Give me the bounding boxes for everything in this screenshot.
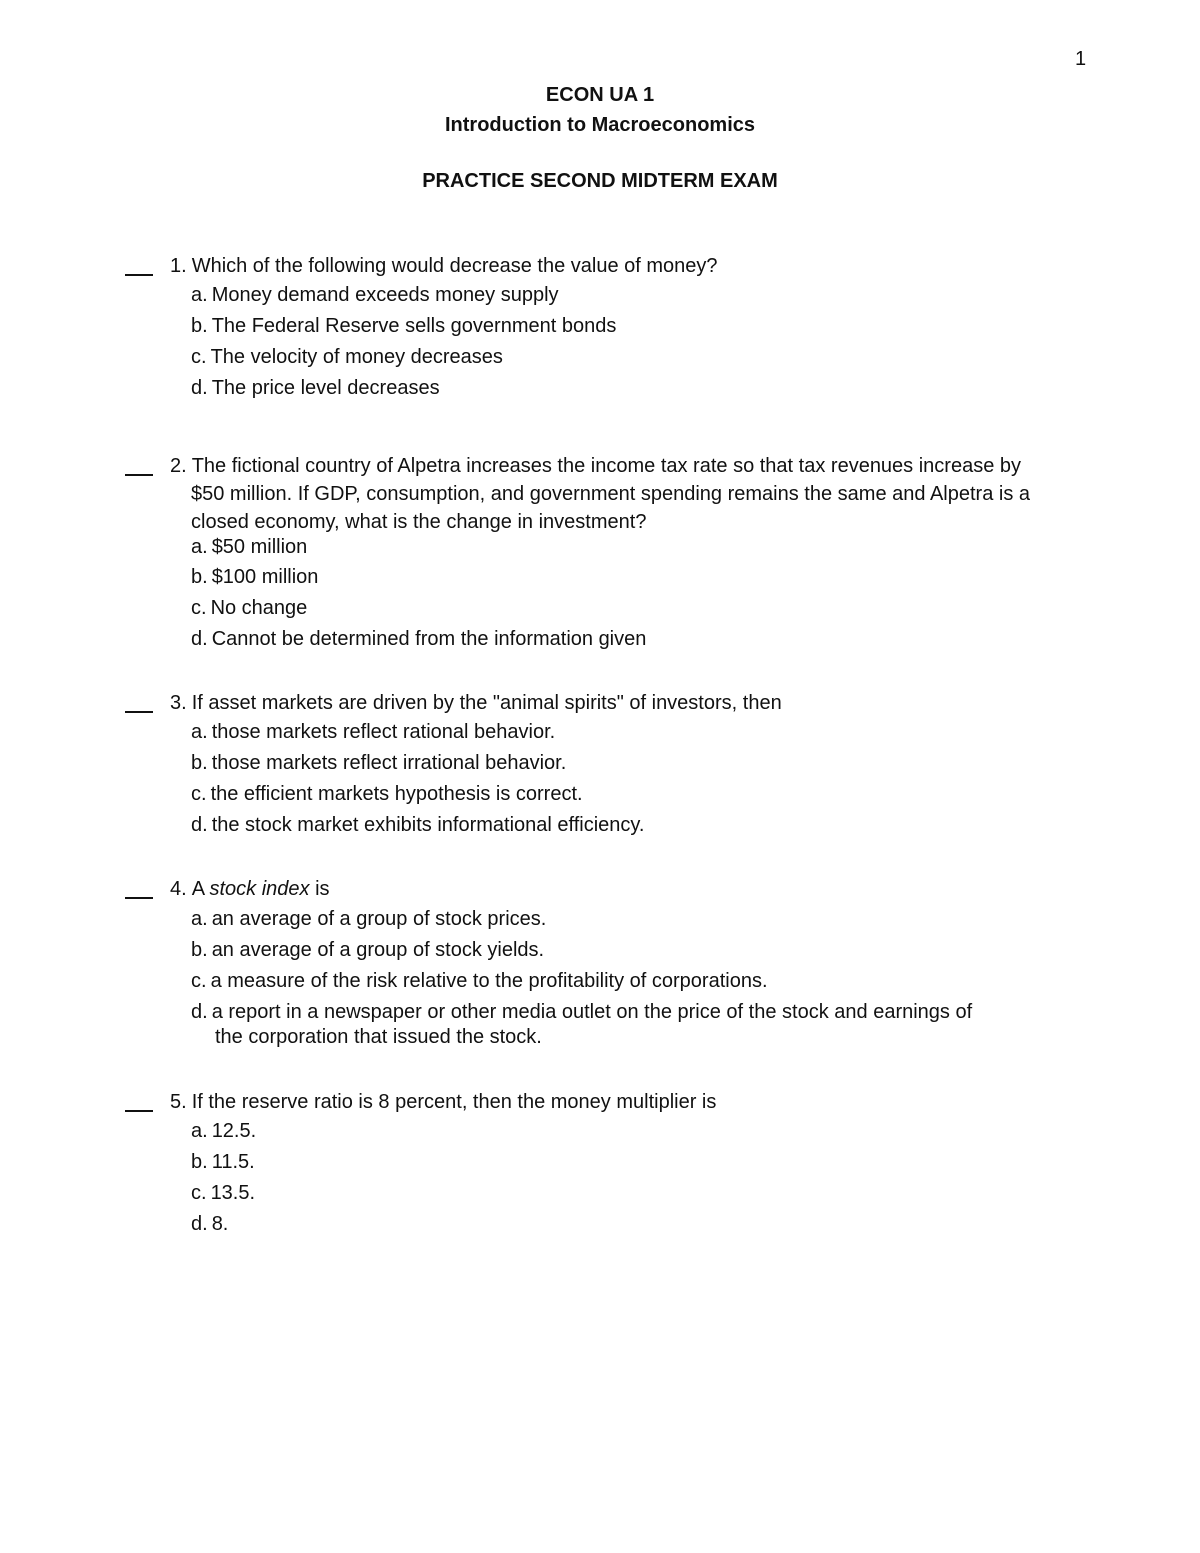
answer-blank[interactable] <box>125 474 153 476</box>
page-number: 1 <box>1075 48 1087 70</box>
option-a <box>191 535 1091 560</box>
question-text-line1: The fictional country of Alpetra increases the income tax rate so that tax revenues increase by <box>191 455 1022 477</box>
option-text-line1: a report in a newspaper or other media outlet on the price of the stock and earnings of <box>211 1001 973 1023</box>
answer-blank[interactable] <box>125 1110 153 1112</box>
question-number: 1. <box>170 255 187 277</box>
answer-blank[interactable] <box>125 274 153 276</box>
option-b <box>191 751 1091 776</box>
option-text: No change <box>210 597 308 619</box>
option-text: the efficient markets hypothesis is correct. <box>210 783 583 805</box>
option-c <box>191 1181 1091 1206</box>
course-title: Introduction to Macroeconomics <box>444 114 756 136</box>
option-letter: d. <box>191 1213 208 1235</box>
option-text: those markets reflect irrational behavior. <box>211 752 567 774</box>
option-letter: a. <box>191 721 208 743</box>
option-text-line2: the corporation that issued the stock. <box>215 1026 542 1048</box>
option-text: $100 million <box>211 566 319 588</box>
option-text: The price level decreases <box>211 377 440 399</box>
option-letter: c. <box>191 783 207 805</box>
option-c <box>191 345 1091 370</box>
question-number: 2. <box>170 455 187 477</box>
question-stem <box>170 452 1100 536</box>
option-d <box>191 627 1091 652</box>
question-text: If asset markets are driven by the "animal spirits" of investors, then <box>191 692 782 714</box>
option-letter: c. <box>191 1182 207 1204</box>
option-letter: c. <box>191 597 207 619</box>
option-text: Money demand exceeds money supply <box>211 284 559 306</box>
option-letter: c. <box>191 970 207 992</box>
question-text-italic: stock index <box>209 878 310 900</box>
question-text-line3: closed economy, what is the change in investment? <box>191 511 647 533</box>
option-text: an average of a group of stock prices. <box>211 908 547 930</box>
question-number: 3. <box>170 692 187 714</box>
answer-blank[interactable] <box>125 711 153 713</box>
option-c <box>191 782 1091 807</box>
option-text: 12.5. <box>211 1120 257 1142</box>
option-letter: b. <box>191 939 208 961</box>
option-text: those markets reflect rational behavior. <box>211 721 556 743</box>
option-text: The velocity of money decreases <box>210 346 503 368</box>
option-letter: a. <box>191 536 208 558</box>
option-text: a measure of the risk relative to the profitability of corporations. <box>210 970 768 992</box>
option-d <box>191 1212 1091 1237</box>
option-text: 8. <box>211 1213 229 1235</box>
option-letter: c. <box>191 346 207 368</box>
question-stem <box>170 875 1100 903</box>
option-letter: b. <box>191 315 208 337</box>
option-a <box>191 720 1091 745</box>
exam-title: PRACTICE SECOND MIDTERM EXAM <box>422 170 778 192</box>
option-letter: a. <box>191 908 208 930</box>
question-stem <box>170 689 1100 717</box>
exam-header <box>0 80 1200 196</box>
question-stem <box>170 1088 1100 1116</box>
option-b <box>191 314 1091 339</box>
option-letter: d. <box>191 628 208 650</box>
course-code: ECON UA 1 <box>545 84 655 106</box>
question-text: If the reserve ratio is 8 percent, then the money multiplier is <box>191 1091 717 1113</box>
option-text: $50 million <box>211 536 308 558</box>
option-a <box>191 907 1091 932</box>
option-c <box>191 596 1091 621</box>
question-number: 4. <box>170 878 187 900</box>
option-text: the stock market exhibits informational efficiency. <box>211 814 645 836</box>
option-text: an average of a group of stock yields. <box>211 939 545 961</box>
option-d <box>191 1000 1091 1050</box>
option-b <box>191 938 1091 963</box>
option-letter: d. <box>191 1001 208 1023</box>
option-letter: d. <box>191 377 208 399</box>
option-letter: d. <box>191 814 208 836</box>
question-stem <box>170 252 1100 280</box>
option-text: Cannot be determined from the information given <box>211 628 647 650</box>
option-text: 13.5. <box>210 1182 256 1204</box>
option-letter: a. <box>191 1120 208 1142</box>
option-letter: b. <box>191 1151 208 1173</box>
option-text: The Federal Reserve sells government bonds <box>211 315 617 337</box>
option-d <box>191 376 1091 401</box>
option-letter: a. <box>191 284 208 306</box>
answer-blank[interactable] <box>125 897 153 899</box>
option-a <box>191 1119 1091 1144</box>
option-letter: b. <box>191 566 208 588</box>
option-text: 11.5. <box>211 1151 255 1173</box>
option-b <box>191 565 1091 590</box>
question-text-pre: A <box>191 878 210 900</box>
option-c <box>191 969 1091 994</box>
question-number: 5. <box>170 1091 187 1113</box>
question-text-line2: $50 million. If GDP, consumption, and government spending remains the same and Alpetra is a <box>191 483 1030 505</box>
question-text-post: is <box>309 878 330 900</box>
option-a <box>191 283 1091 308</box>
option-d <box>191 813 1091 838</box>
question-text: Which of the following would decrease the value of money? <box>191 255 718 277</box>
option-letter: b. <box>191 752 208 774</box>
option-b <box>191 1150 1091 1175</box>
